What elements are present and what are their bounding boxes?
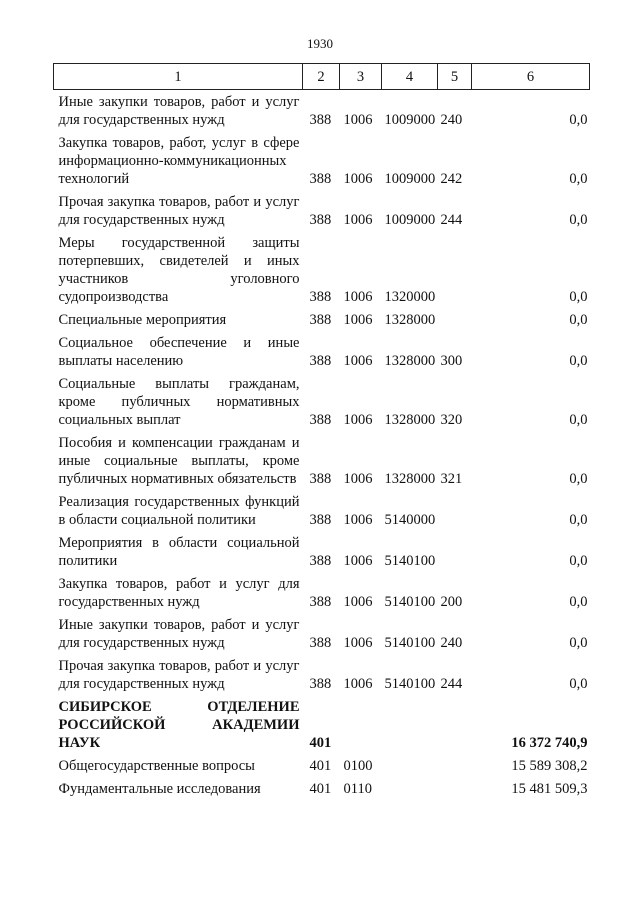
table-row <box>54 752 590 775</box>
row-code-4: 1009000 <box>384 212 436 228</box>
table-row <box>54 488 590 529</box>
row-code-4: 1328000 <box>384 312 436 328</box>
row-code-3: 1006 <box>343 676 373 692</box>
row-amount: 0,0 <box>569 553 588 569</box>
row-amount: 0,0 <box>569 289 588 305</box>
row-name: Прочая закупка товаров, работ и услуг для государственных нужд <box>58 194 300 228</box>
row-name: Закупка товаров, работ, услуг в сфере информационно-коммуникационных технологий <box>58 135 300 187</box>
row-name: Социальные выплаты гражданам, кроме публичных нормативных социальных выплат <box>58 376 300 428</box>
header-col-3: 3 <box>340 64 382 90</box>
row-name: Специальные мероприятия <box>58 312 227 328</box>
row-code-5 <box>438 306 472 329</box>
row-name: Иные закупки товаров, работ и услуг для государственных нужд <box>58 617 300 651</box>
row-code-2: 388 <box>309 471 332 487</box>
row-code-5 <box>438 529 472 570</box>
table-row <box>54 570 590 611</box>
row-code-4 <box>382 775 438 798</box>
row-code-3: 1006 <box>343 112 373 128</box>
row-code-3: 1006 <box>343 512 373 528</box>
table-row <box>54 693 590 752</box>
row-name: Иные закупки товаров, работ и услуг для государственных нужд <box>58 94 300 128</box>
row-code-3: 1006 <box>343 171 373 187</box>
row-name: Пособия и компенсации гражданам и иные социальные выплаты, кроме публичных нормативных обязательств <box>58 435 300 487</box>
row-code-5 <box>438 488 472 529</box>
header-col-5: 5 <box>438 64 472 90</box>
row-name: СИБИРСКОЕ ОТДЕЛЕНИЕ РОССИЙСКОЙ АКАДЕМИИ НАУК <box>58 699 300 751</box>
row-code-2: 388 <box>309 289 332 305</box>
row-code-2: 388 <box>309 112 332 128</box>
row-code-5: 321 <box>440 471 463 487</box>
header-col-2: 2 <box>303 64 340 90</box>
row-code-4: 5140000 <box>384 512 436 528</box>
page-number: 1930 <box>307 36 333 51</box>
row-code-2: 401 <box>309 781 332 797</box>
row-code-5: 300 <box>440 353 463 369</box>
row-code-4: 5140100 <box>384 676 436 692</box>
table-row <box>54 611 590 652</box>
header-col-4: 4 <box>382 64 438 90</box>
budget-table <box>53 63 590 798</box>
row-amount: 0,0 <box>569 312 588 328</box>
row-amount: 0,0 <box>569 412 588 428</box>
row-amount: 0,0 <box>569 512 588 528</box>
row-code-5 <box>438 775 472 798</box>
row-code-4: 1328000 <box>384 353 436 369</box>
row-code-4: 5140100 <box>384 635 436 651</box>
row-code-5: 244 <box>440 676 463 692</box>
row-code-2: 388 <box>309 512 332 528</box>
row-code-3: 1006 <box>343 412 373 428</box>
row-code-5 <box>438 693 472 752</box>
row-code-3: 0110 <box>343 781 372 797</box>
row-code-5 <box>438 752 472 775</box>
table-row <box>54 529 590 570</box>
table-row <box>54 775 590 798</box>
row-code-4: 1328000 <box>384 471 436 487</box>
row-name: Социальное обеспечение и иные выплаты населению <box>58 335 300 369</box>
row-name: Общегосударственные вопросы <box>58 758 255 774</box>
row-code-2: 388 <box>309 553 332 569</box>
table-row <box>54 429 590 488</box>
row-code-5: 320 <box>440 412 463 428</box>
header-row <box>54 64 590 90</box>
table-row <box>54 229 590 306</box>
row-code-2: 388 <box>309 676 332 692</box>
row-amount: 0,0 <box>569 635 588 651</box>
row-code-2: 388 <box>309 412 332 428</box>
row-code-2: 388 <box>309 312 332 328</box>
header-col-1: 1 <box>54 64 303 90</box>
row-code-3: 1006 <box>343 635 373 651</box>
row-amount: 0,0 <box>569 594 588 610</box>
table-body <box>54 90 590 799</box>
row-code-5: 240 <box>440 635 463 651</box>
row-name: Прочая закупка товаров, работ и услуг для государственных нужд <box>58 658 300 692</box>
row-amount: 0,0 <box>569 676 588 692</box>
row-code-3: 1006 <box>343 553 373 569</box>
row-code-3: 1006 <box>343 312 373 328</box>
table-row <box>54 306 590 329</box>
row-code-2: 388 <box>309 635 332 651</box>
row-code-2: 401 <box>309 735 332 751</box>
table-row <box>54 188 590 229</box>
table-row <box>54 329 590 370</box>
row-code-5 <box>438 229 472 306</box>
row-code-3: 1006 <box>343 212 373 228</box>
row-name: Фундаментальные исследования <box>58 781 261 797</box>
row-amount: 0,0 <box>569 171 588 187</box>
row-code-4: 1328000 <box>384 412 436 428</box>
row-name: Реализация государственных функций в области социальной политики <box>58 494 300 528</box>
row-code-4: 5140100 <box>384 594 436 610</box>
row-code-3: 1006 <box>343 289 373 305</box>
row-name: Закупка товаров, работ и услуг для государственных нужд <box>58 576 300 610</box>
row-code-4: 1009000 <box>384 112 436 128</box>
row-code-5: 242 <box>440 171 463 187</box>
row-code-4: 1320000 <box>384 289 436 305</box>
table-row <box>54 90 590 130</box>
row-code-5: 244 <box>440 212 463 228</box>
row-name: Меры государственной защиты потерпевших, свидетелей и иных участников уголовного судопроизводства <box>58 235 300 305</box>
row-code-3 <box>340 693 382 752</box>
table-row <box>54 652 590 693</box>
row-code-5: 200 <box>440 594 463 610</box>
row-amount: 15 589 308,2 <box>511 758 588 774</box>
row-code-2: 388 <box>309 594 332 610</box>
row-code-4 <box>382 693 438 752</box>
row-code-4: 5140100 <box>384 553 436 569</box>
header-col-6: 6 <box>472 64 590 90</box>
row-code-5: 240 <box>440 112 463 128</box>
row-amount: 15 481 509,3 <box>511 781 588 797</box>
row-amount: 0,0 <box>569 353 588 369</box>
row-code-2: 401 <box>309 758 332 774</box>
row-code-2: 388 <box>309 353 332 369</box>
row-amount: 0,0 <box>569 212 588 228</box>
row-name: Мероприятия в области социальной политики <box>58 535 300 569</box>
row-code-2: 388 <box>309 171 332 187</box>
row-amount: 0,0 <box>569 471 588 487</box>
row-code-3: 1006 <box>343 594 373 610</box>
row-amount: 0,0 <box>569 112 588 128</box>
row-code-3: 1006 <box>343 471 373 487</box>
table-row <box>54 370 590 429</box>
row-code-4: 1009000 <box>384 171 436 187</box>
row-code-2: 388 <box>309 212 332 228</box>
table-row <box>54 129 590 188</box>
row-code-3: 0100 <box>343 758 373 774</box>
row-code-3: 1006 <box>343 353 373 369</box>
row-amount: 16 372 740,9 <box>511 735 588 751</box>
row-code-4 <box>382 752 438 775</box>
